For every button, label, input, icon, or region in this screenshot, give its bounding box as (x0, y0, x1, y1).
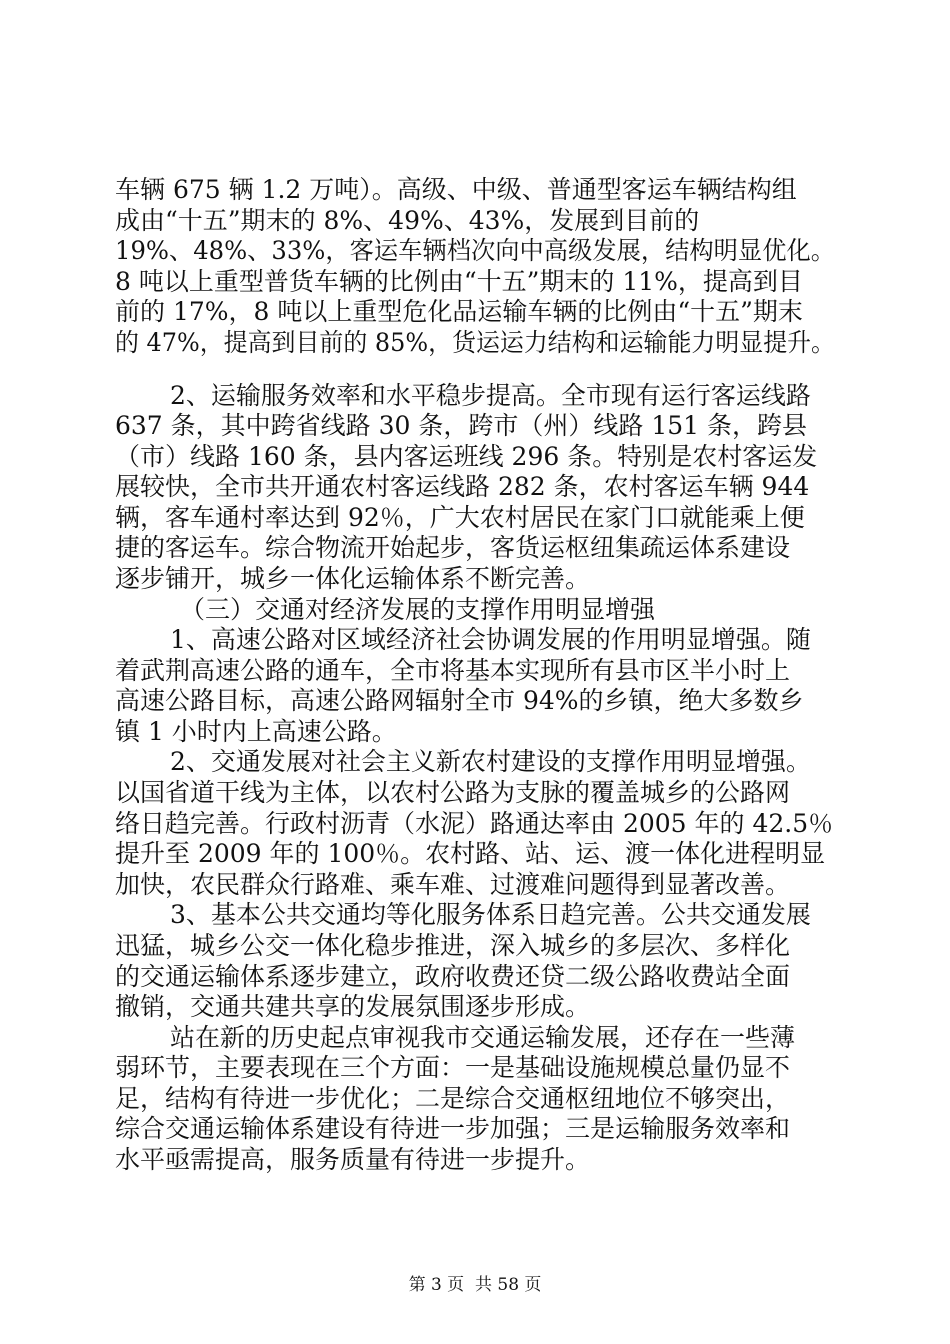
text-line: 的交通运输体系逐步建立，政府收费还贷二级公路收费站全面 (115, 962, 791, 991)
text-line: 迅猛，城乡公交一体化稳步推进，深入城乡的多层次、多样化 (115, 931, 791, 960)
text-line: 着武荆高速公路的通车，全市将基本实现所有县市区半小时上 (115, 656, 791, 685)
section-heading: （三）交通对经济发展的支撑作用明显增强 (180, 595, 656, 624)
text-line: 站在新的历史起点审视我市交通运输发展，还存在一些薄 (170, 1023, 796, 1052)
text-line: 辆，客车通村率达到 92％，广大农村居民在家门口就能乘上便 (115, 503, 805, 532)
text-line: 弱环节，主要表现在三个方面：一是基础设施规模总量仍显不 (115, 1053, 791, 1082)
text-line: 捷的客运车。综合物流开始起步，客货运枢纽集疏运体系建设 (115, 533, 791, 562)
text-line: 足，结构有待进一步优化；二是综合交通枢纽地位不够突出， (115, 1084, 791, 1113)
text-line: 前的 17%，8 吨以上重型危化品运输车辆的比例由“十五”期末 (115, 297, 803, 326)
text-line: 1、高速公路对区域经济社会协调发展的作用明显增强。随 (170, 625, 811, 654)
text-line: 成由“十五”期末的 8%、49%、43%，发展到目前的 (115, 206, 700, 235)
text-line: 的 47%，提高到目前的 85%，货运运力结构和运输能力明显提升。 (115, 328, 835, 357)
text-line: 展较快，全市共开通农村客运线路 282 条，农村客运车辆 944 (115, 472, 810, 501)
text-line: 镇 1 小时内上高速公路。 (115, 717, 397, 746)
text-line: 2、交通发展对社会主义新农村建设的支撑作用明显增强。 (170, 747, 811, 776)
page-number: 第 3 页 共 58 页 (408, 1275, 542, 1295)
text-line: 以国省道干线为主体，以农村公路为支脉的覆盖城乡的公路网 (115, 778, 791, 807)
text-line: 络日趋完善。行政村沥青（水泥）路通达率由 2005 年的 42.5％ (115, 809, 834, 838)
text-line: 8 吨以上重型普货车辆的比例由“十五”期末的 11%，提高到目 (115, 267, 803, 296)
text-line: 逐步铺开，城乡一体化运输体系不断完善。 (115, 564, 591, 593)
text-line: 加快，农民群众行路难、乘车难、过渡难问题得到显著改善。 (115, 870, 791, 899)
text-line: 19%、48%、33%，客运车辆档次向中高级发展，结构明显优化。 (115, 236, 835, 265)
text-line: （市）线路 160 条，县内客运班线 296 条。特别是农村客运发 (115, 442, 818, 471)
text-line: 高速公路目标，高速公路网辐射全市 94%的乡镇，绝大多数乡 (115, 686, 804, 715)
text-line: 水平亟需提高，服务质量有待进一步提升。 (115, 1145, 591, 1174)
text-line: 2、运输服务效率和水平稳步提高。全市现有运行客运线路 (170, 381, 811, 410)
text-line: 637 条，其中跨省线路 30 条，跨市（州）线路 151 条，跨县 (115, 411, 807, 440)
text-line: 综合交通运输体系建设有待进一步加强；三是运输服务效率和 (115, 1114, 791, 1143)
text-line: 3、基本公共交通均等化服务体系日趋完善。公共交通发展 (170, 900, 811, 929)
text-line: 提升至 2009 年的 100％。农村路、站、运、渡一体化进程明显 (115, 839, 826, 868)
text-line: 撤销，交通共建共享的发展氛围逐步形成。 (115, 992, 591, 1021)
text-line: 车辆 675 辆 1.2 万吨）。高级、中级、普通型客运车辆结构组 (115, 175, 797, 204)
